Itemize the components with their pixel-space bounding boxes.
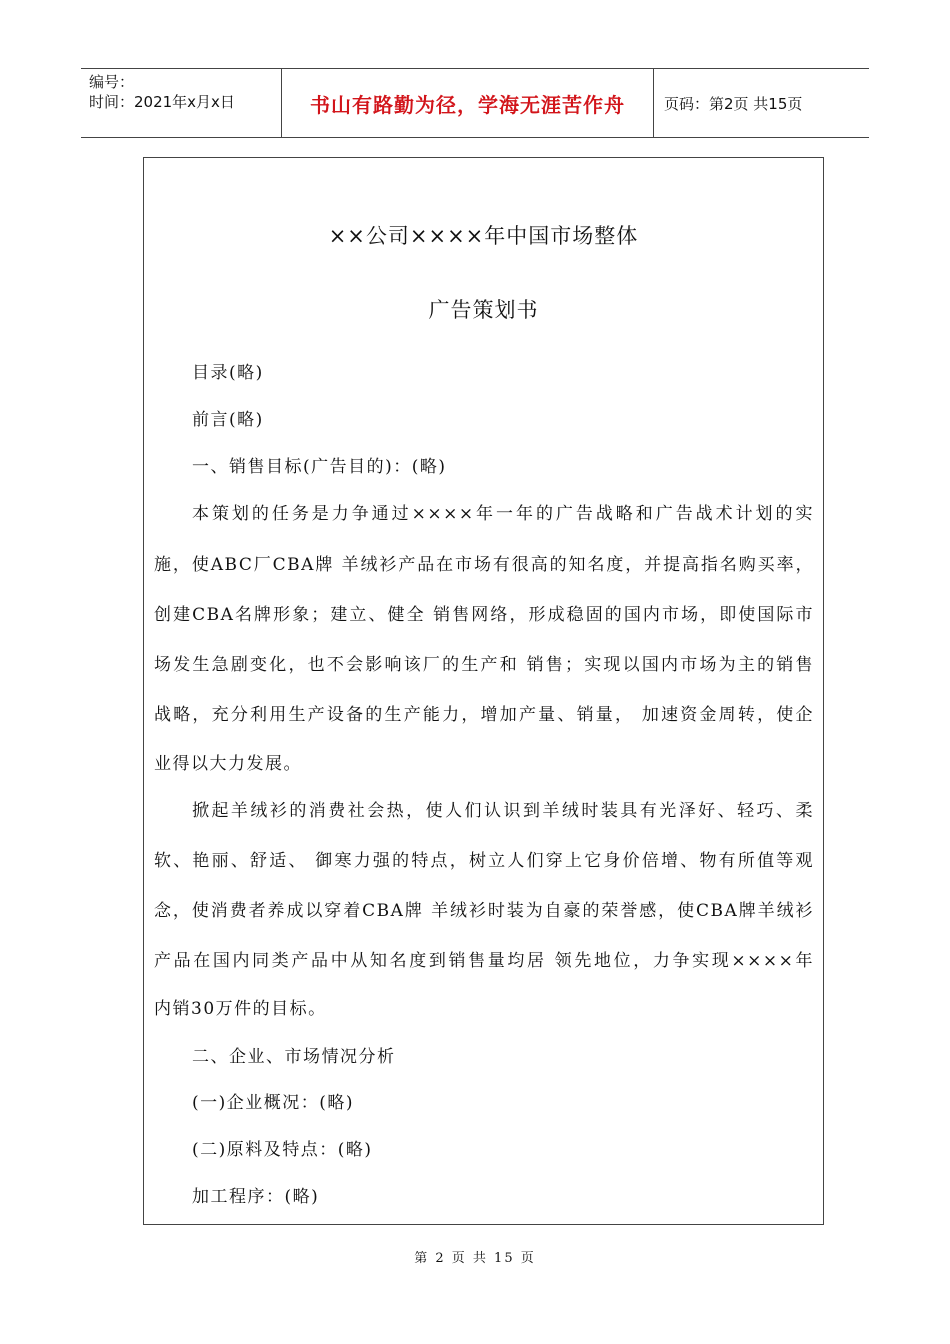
header-page-info: 页码：第2页 共15页 [664,94,803,113]
document-body-box [143,157,824,1225]
paragraph-line: 创建CBA名牌形象；建立、健全 销售网络，形成稳固的国内市场，即使国际市 [154,605,814,625]
paragraph-line: 场发生急剧变化，也不会影响该厂的生产和 销售；实现以国内市场为主的销售 [154,655,814,675]
preface-line: 前言(略) [192,410,264,430]
header-motto-cell [282,69,654,137]
paragraph-line: 内销30万件的目标。 [154,999,327,1019]
subsection-line: (二)原料及特点：(略) [192,1140,373,1160]
motto-text: 书山有路勤为径，学海无涯苦作舟 [310,92,625,117]
document-title-line2: 广告策划书 [428,298,539,322]
page-header [81,68,869,138]
paragraph-line: 念，使消费者养成以穿着CBA牌 羊绒衫时装为自豪的荣誉感，使CBA牌羊绒衫 [154,901,814,921]
document-title-line1: ××公司××××年中国市场整体 [328,224,639,248]
paragraph-line: 本策划的任务是力争通过××××年一年的广告战略和广告战术计划的实 [192,504,814,524]
paragraph-line: 施，使ABC厂CBA牌 羊绒衫产品在市场有很高的知名度，并提高指名购买率， [154,555,814,575]
document-time-label: 时间：2021年x月x日 [89,93,235,111]
paragraph-line: 战略，充分利用生产设备的生产能力，增加产量、销量， 加速资金周转，使企 [154,705,814,725]
section2-heading: 二、企业、市场情况分析 [192,1047,396,1067]
subsection-line: 加工程序：(略) [192,1187,320,1207]
toc-line: 目录(略) [192,363,264,383]
paragraph-line: 掀起羊绒衫的消费社会热，使人们认识到羊绒时装具有光泽好、轻巧、柔 [192,801,814,821]
paragraph-line: 产品在国内同类产品中从知名度到销售量均居 领先地位，力争实现××××年 [154,951,814,971]
paragraph-line: 软、艳丽、舒适、 御寒力强的特点，树立人们穿上它身价倍增、物有所值等观 [154,851,814,871]
header-meta-cell [81,69,282,137]
section1-heading: 一、销售目标(广告目的)：(略) [192,457,447,477]
document-number-label: 编号： [89,73,135,91]
paragraph-line: 业得以大力发展。 [154,754,302,774]
header-page-cell [654,69,869,137]
subsection-line: (一)企业概况：(略) [192,1093,355,1113]
page-footer: 第 2 页 共 15 页 [414,1251,536,1266]
